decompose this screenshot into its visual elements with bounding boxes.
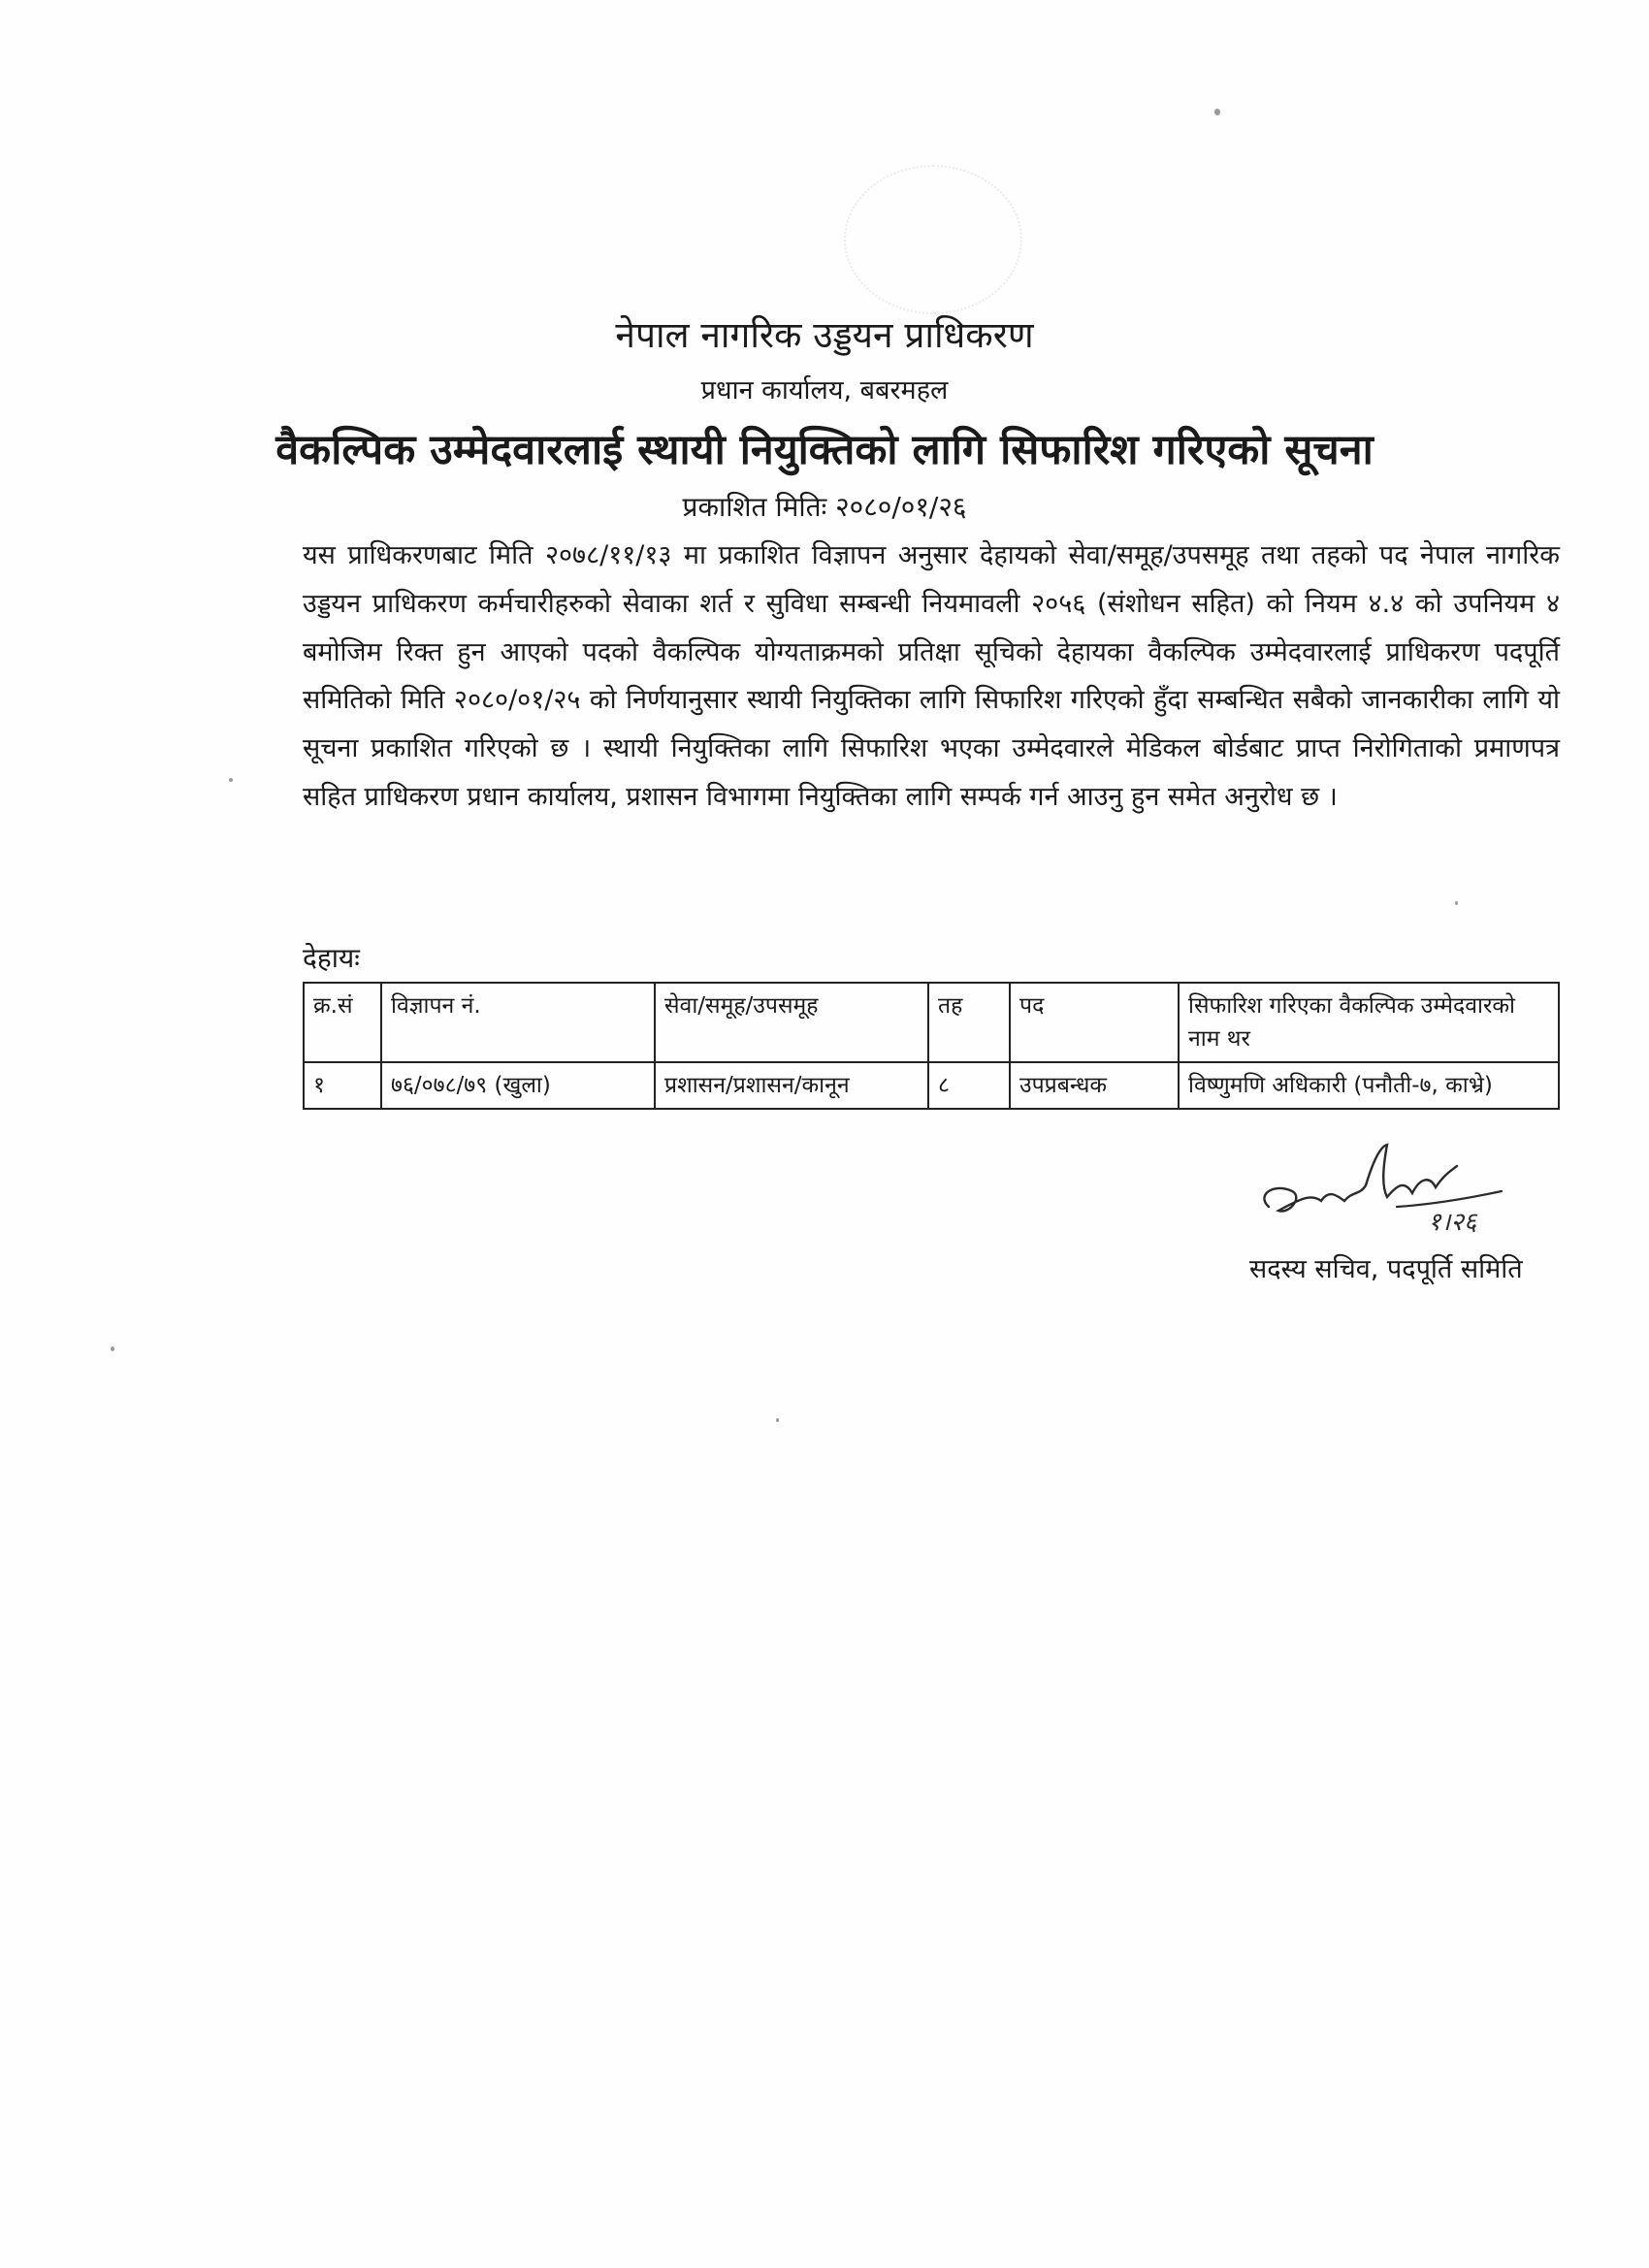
header-sn: क्र.सं — [304, 983, 381, 1062]
cell-sn: १ — [304, 1062, 381, 1109]
organization-name: नेपाल नागरिक उड्डयन प्राधिकरण — [615, 314, 1034, 356]
table-header-row — [304, 983, 1559, 1062]
table-row — [304, 1062, 1559, 1109]
list-label: देहायः — [303, 942, 360, 974]
faded-stamp — [844, 165, 1022, 314]
cell-post: उपप्रबन्धक — [1010, 1062, 1179, 1109]
notice-title: वैकल्पिक उम्मेदवारलाई स्थायी नियुक्तिको लागि सिफारिश गरिएको सूचना — [275, 426, 1374, 474]
header-level: तह — [928, 983, 1010, 1062]
scan-speck — [776, 1418, 779, 1422]
scan-speck — [1214, 109, 1220, 115]
cell-advertisement-no: ७६/०७८/७९ (खुला) — [381, 1062, 655, 1109]
signatory-title: सदस्य सचिव, पदपूर्ति समिति — [1249, 1254, 1523, 1284]
cell-candidate: विष्णुमणि अधिकारी (पनौती-७, काभ्रे) — [1179, 1062, 1559, 1109]
header-post: पद — [1010, 983, 1179, 1062]
handwritten-signature — [1251, 1137, 1562, 1244]
handwritten-date: १।२६ — [1428, 1208, 1477, 1237]
header-advertisement-no: विज्ञापन नं. — [381, 983, 655, 1062]
header-service-group: सेवा/समूह/उपसमूह — [655, 983, 928, 1062]
cell-service-group: प्रशासन/प्रशासन/कानून — [655, 1062, 928, 1109]
scan-speck — [1455, 901, 1458, 905]
cell-level: ८ — [928, 1062, 1010, 1109]
notice-paragraph: यस प्राधिकरणबाट मिति २०७८/११/१३ मा प्रकाशित विज्ञापन अनुसार देहायको सेवा/समूह/उपसमूह तथा तहको पद नेपाल नागरिक उड्डयन प्राधिकरण कर्मचारीहरुको सेवाका शर्त र सुविधा सम्बन्धी नियमावली २०५६ (संशोधन सहित) को नियम ४.४ को उपनियम ४ बमोजिम रिक्त हुन आएको पदको वैकल्पिक योग्यताक्रमको प्रतिक्षा सूचिको देहायका वैकल्पिक उम्मेदवारलाई प्राधिकरण पदपूर्ति समितिको मिति २०८०/०१/२५ को निर्णयानुसार स्थायी नियुक्तिका लागि सिफारिश गरिएको हुँदा सम्बन्धित सबैको जानकारीका लागि यो सूचना प्रकाशित गरिएको छ । स्थायी नियुक्तिका लागि सिफारिश भएका उम्मेदवारले मेडिकल बोर्डबाट प्राप्त निरोगिताको प्रमाणपत्र सहित प्राधिकरण प्रधान कार्यालय, प्रशासन विभागमा नियुक्तिका लागि सम्पर्क गर्न आउनु हुन समेत अनुरोध छ । — [303, 540, 1560, 812]
office-address: प्रधान कार्यालय, बबरमहल — [700, 375, 949, 405]
header-candidate: सिफारिश गरिएका वैकल्पिक उम्मेदवारको नाम थर — [1179, 983, 1559, 1062]
scan-speck — [229, 778, 233, 782]
published-date: प्रकाशित मितिः २०८०/०१/२६ — [682, 491, 967, 523]
scan-speck — [111, 1346, 114, 1351]
recommendation-table — [303, 982, 1560, 1110]
